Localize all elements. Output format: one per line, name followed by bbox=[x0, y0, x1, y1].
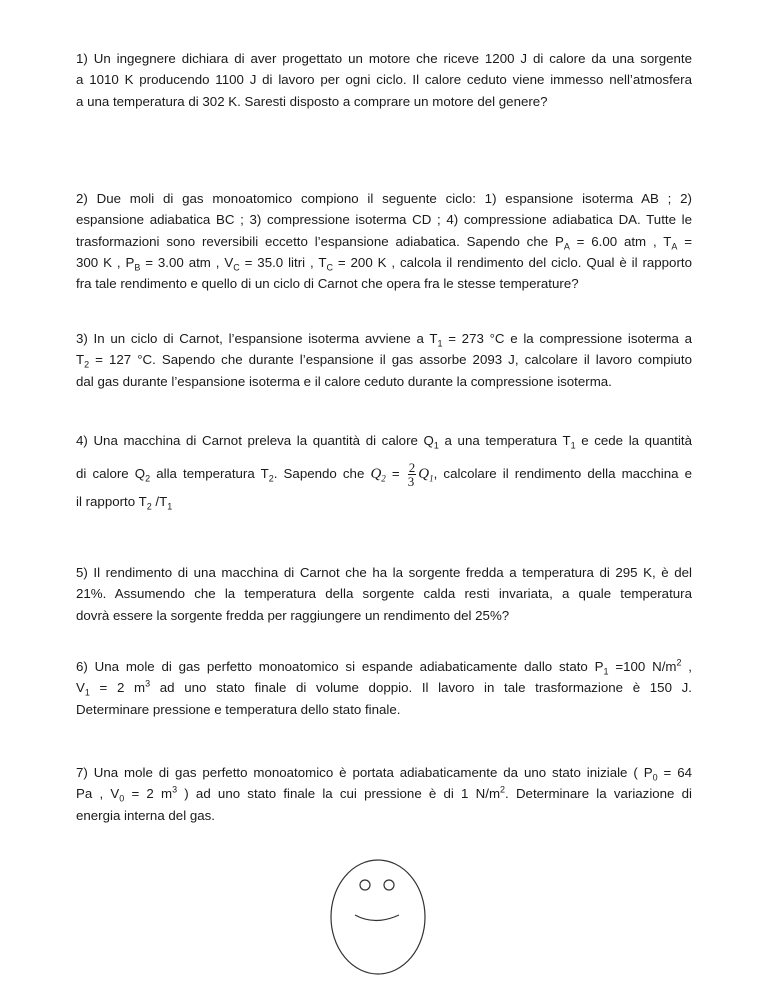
subscript: 1 bbox=[429, 473, 434, 484]
smiley-face-icon bbox=[329, 858, 427, 976]
problem-line: energia interna del gas. bbox=[76, 807, 215, 823]
text-run: ) ad uno stato finale la cui pressione è di 1 N/m bbox=[177, 786, 501, 802]
subscript: 1 bbox=[603, 666, 609, 677]
subscript: B bbox=[134, 262, 141, 273]
subscript: 2 bbox=[381, 473, 386, 484]
text-run: = 6.00 atm , T bbox=[569, 233, 672, 249]
problem-line bbox=[76, 430, 692, 451]
superscript: 2 bbox=[500, 784, 506, 795]
subscript: 0 bbox=[652, 772, 658, 783]
text-run: = 200 K , calcola il rendimento del ciclo. Qual è il rapporto bbox=[332, 254, 692, 270]
equation-equals: = bbox=[385, 466, 406, 482]
subscript: 1 bbox=[433, 440, 439, 451]
subscript: 2 bbox=[84, 359, 90, 370]
subscript: 2 bbox=[268, 473, 274, 484]
problem-4 bbox=[76, 430, 692, 513]
problem-line: 1) Un ingegnere dichiara di aver progettato un motore che riceve 1200 J di calore da una sorgente bbox=[76, 51, 692, 66]
problem-line bbox=[76, 762, 692, 783]
subscript: 1 bbox=[167, 501, 173, 512]
text-run: 6) Una mole di gas perfetto monoatomico si espande adiabaticamente dallo stato P bbox=[76, 659, 604, 674]
text-run: = 2 m bbox=[89, 680, 146, 696]
text-run: = 127 °C. Sapendo che durante l’espansione il gas assorbe 2093 J, calcolare il lavoro compiuto bbox=[89, 352, 692, 368]
problem-line: dal gas durante l’espansione isoterma e il calore ceduto durante la compressione isoterma. bbox=[76, 373, 612, 389]
text-run: . Determinare la variazione di bbox=[505, 786, 693, 802]
text-run: , calcolare il rendimento della macchina e bbox=[433, 466, 692, 482]
problem-line: 2) Due moli di gas monoatomico compiono il seguente ciclo: 1) espansione isoterma AB ; 2) bbox=[76, 191, 692, 206]
superscript: 2 bbox=[676, 657, 682, 668]
problem-line: fra tale rendimento e quello di un ciclo di Carnot che opera fra le stesse temperature? bbox=[76, 276, 579, 292]
subscript: C bbox=[233, 262, 240, 273]
problem-3 bbox=[76, 328, 692, 392]
problem-line bbox=[76, 252, 692, 273]
right-eye bbox=[384, 880, 394, 890]
problem-line: a 1010 K producendo 1100 J di lavoro per ogni ciclo. Il calore ceduto viene immesso nell’atmosfera bbox=[76, 72, 692, 88]
text-run: e cede la quantità bbox=[575, 433, 692, 448]
face-outline bbox=[331, 860, 425, 974]
text-run: 4) Una macchina di Carnot preleva la quantità di calore Q bbox=[76, 433, 434, 448]
subscript: A bbox=[671, 241, 678, 252]
problem-line bbox=[76, 328, 692, 349]
problem-5 bbox=[76, 562, 692, 626]
text-run: il rapporto T bbox=[76, 494, 147, 510]
text-run: V bbox=[76, 680, 85, 696]
subscript: 0 bbox=[119, 793, 125, 804]
problem-7 bbox=[76, 762, 692, 826]
text-run: 300 K , P bbox=[76, 254, 135, 270]
text-run: alla temperatura T bbox=[150, 466, 269, 482]
superscript: 3 bbox=[172, 784, 178, 795]
problem-6 bbox=[76, 656, 692, 720]
text-run: di calore Q bbox=[76, 466, 146, 482]
problem-line bbox=[76, 656, 692, 677]
text-run: ad uno stato finale di volume doppio. Il lavoro in tale trasformazione è 150 J. bbox=[150, 680, 692, 696]
problem-2 bbox=[76, 188, 692, 294]
subscript: 1 bbox=[84, 687, 90, 698]
problem-line bbox=[76, 783, 692, 804]
problem-line: a una temperatura di 302 K. Saresti disposto a comprare un motore del genere? bbox=[76, 93, 548, 109]
text-run: T bbox=[76, 352, 85, 368]
problem-line: dovrà essere la sorgente fredda per raggiungere un rendimento del 25%? bbox=[76, 607, 510, 623]
problem-1 bbox=[76, 48, 692, 112]
problem-line: 5) Il rendimento di una macchina di Carnot che ha la sorgente fredda a temperatura di 295 K, è del bbox=[76, 565, 692, 580]
subscript: A bbox=[563, 241, 570, 252]
subscript: 1 bbox=[570, 440, 576, 451]
text-run: trasformazioni sono reversibili eccetto l’espansione adiabatica. Sapendo che P bbox=[76, 233, 564, 249]
problem-line bbox=[76, 677, 692, 698]
mouth bbox=[355, 915, 399, 921]
left-eye bbox=[360, 880, 370, 890]
problem-line bbox=[76, 491, 692, 512]
subscript: 1 bbox=[437, 338, 443, 349]
fraction bbox=[408, 461, 417, 488]
subscript: 2 bbox=[145, 473, 151, 484]
text-run: = 3.00 atm , V bbox=[140, 254, 234, 270]
text-run: . Sapendo che bbox=[273, 466, 371, 482]
text-run: = 35.0 litri , T bbox=[239, 254, 327, 270]
text-run: =100 N/m bbox=[608, 659, 677, 674]
problem-line: espansione adiabatica BC ; 3) compressione isoterma CD ; 4) compressione adiabatica DA. Tutte le bbox=[76, 212, 692, 228]
text-run: = 2 m bbox=[124, 786, 173, 802]
fraction-denominator: 3 bbox=[407, 474, 415, 490]
equation-lhs: Q bbox=[370, 466, 382, 483]
text-run: = 273 °C e la compressione isoterma a bbox=[442, 331, 692, 346]
equation-rhs: Q bbox=[418, 466, 430, 483]
problem-line bbox=[76, 349, 692, 370]
text-run: = 64 bbox=[657, 765, 692, 780]
superscript: 3 bbox=[145, 678, 151, 689]
text-run: = bbox=[677, 233, 693, 249]
problem-line: 21%. Assumendo che la temperatura della sorgente calda resti invariata, a quale temperatura bbox=[76, 586, 692, 602]
subscript: C bbox=[326, 262, 333, 273]
text-run: , bbox=[681, 659, 692, 674]
text-run: /T bbox=[151, 494, 168, 510]
subscript: 2 bbox=[146, 501, 152, 512]
problem-line bbox=[76, 231, 692, 252]
text-run: Pa , V bbox=[76, 786, 120, 802]
text-run: a una temperatura T bbox=[438, 433, 571, 448]
text-run: 3) In un ciclo di Carnot, l’espansione isoterma avviene a T bbox=[76, 331, 438, 346]
fraction-numerator: 2 bbox=[408, 460, 416, 476]
problem-line: Determinare pressione e temperatura dello stato finale. bbox=[76, 701, 401, 717]
text-run: 7) Una mole di gas perfetto monoatomico è portata adiabaticamente da uno stato iniziale ( P bbox=[76, 765, 653, 780]
problem-line bbox=[76, 459, 692, 489]
